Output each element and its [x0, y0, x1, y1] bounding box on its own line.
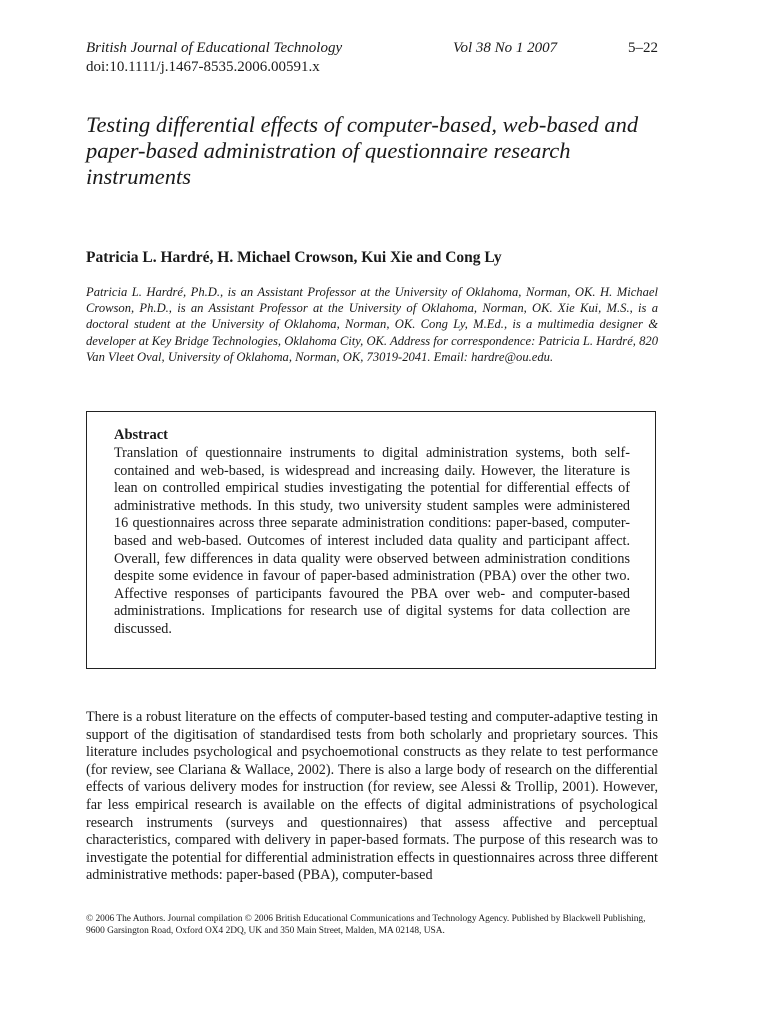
abstract-text: Translation of questionnaire instruments to digital administration systems, both self-contained and web-based, is widespread and increasing daily. However, the literature is lean on controlled empirical studies investigating the potential for differential effects of administrative methods. In this study, two university student samples were administered 16 questionnaires across three separate administration conditions: paper-based, computer-based and web-based. Outcomes of interest included data quality and participant affect. Overall, few differences in data quality were observed between administration conditions despite some evidence in favour of paper-based administration (PBA) over the other two. Affective responses of participants favoured the PBA over web- and computer-based administrations. Implications for research use of digital systems for data collection are discussed. — [114, 445, 630, 637]
abstract-heading: Abstract — [114, 427, 168, 443]
author-affiliations: Patricia L. Hardré, Ph.D., is an Assistant Professor at the University of Oklahoma, Norman, OK. H. Michael Crowson, Ph.D., is an Assistant Professor at the University of Oklahoma, Norman, OK. Xie Kui, M.S., is a doctoral student at the University of Oklahoma, Norman, OK. Cong Ly, M.Ed., is a multimedia designer & developer at Key Bridge Technologies, Oklahoma City, OK. Address for correspondence: Patricia L. Hardré, 820 Van Vleet Oval, University of Oklahoma, Norman, OK, 73019-2041. Email: hardre@ou.edu. — [86, 285, 658, 364]
doi: doi:10.1111/j.1467-8535.2006.00591.x — [86, 59, 320, 75]
running-header — [86, 38, 658, 75]
body-paragraph: There is a robust literature on the effects of computer-based testing and computer-adaptive testing in support of the digitisation of standardised tests from both scholarly and proprietary sources. This literature includes psychological and psychoemotional constructs as they relate to test performance (for review, see Clariana & Wallace, 2002). There is also a large body of research on the differential effects of various delivery modes for instruction (for review, see Alessi & Trollip, 2001). However, far less empirical research is available on the effects of digital administrations of psychological research instruments (surveys and questionnaires) that assess affective and perceptual characteristics, compared with delivery in paper-based formats. The purpose of this research was to investigate the potential for differential administration effects in questionnaires across three different administrative methods: paper-based (PBA), computer-based — [86, 709, 658, 884]
page-range: 5–22 — [628, 40, 658, 56]
volume-info: Vol 38 No 1 2007 — [453, 40, 558, 56]
journal-name: British Journal of Educational Technology — [86, 40, 343, 56]
abstract-box — [86, 411, 656, 669]
author-list: Patricia L. Hardré, H. Michael Crowson, Kui Xie and Cong Ly — [86, 249, 502, 266]
paper-title: Testing differential effects of computer-based, web-based and paper-based administration of questionnaire research instruments — [86, 112, 639, 189]
copyright-footer: © 2006 The Authors. Journal compilation © 2006 British Educational Communications and Technology Agency. Published by Blackwell Publishing, 9600 Garsington Road, Oxford OX4 2DQ, UK and 350 Main Street, Malden, MA 02148, USA. — [86, 914, 646, 936]
